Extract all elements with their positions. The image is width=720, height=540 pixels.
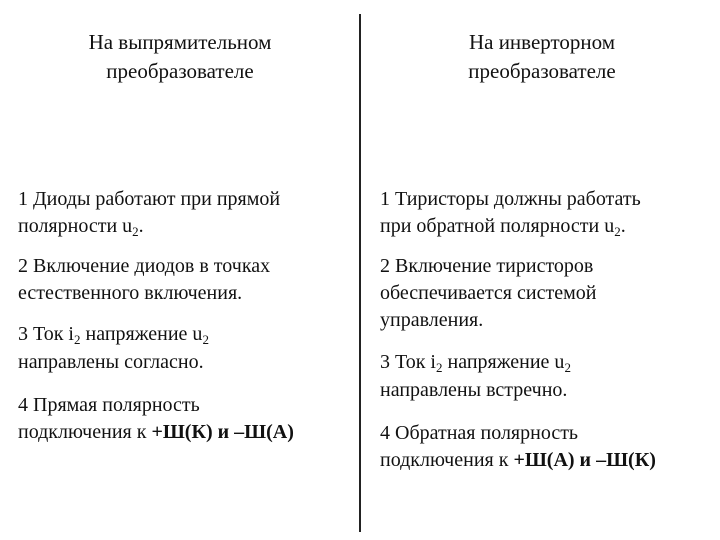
left-item-4-text: подключения к [18, 421, 152, 443]
right-column-heading [392, 28, 692, 86]
right-item-3-line-2: направлены встречно. [380, 379, 568, 401]
left-item-3-line-2: направлены согласно. [18, 351, 204, 373]
right-item-3-line-1 [380, 349, 571, 377]
right-item-3-subscript-2: 2 [564, 360, 571, 375]
left-item-2 [18, 253, 270, 307]
right-item-4 [380, 420, 656, 474]
left-item-3-subscript-1: 2 [74, 332, 81, 347]
right-item-1-subscript: 2 [614, 224, 621, 239]
left-item-3-line-1 [18, 321, 209, 349]
right-heading-line-2: преобразователе [468, 59, 616, 83]
right-item-4-line-1: 4 Обратная полярность [380, 422, 579, 444]
left-heading-line-1: На выпрямительном [88, 30, 272, 54]
left-item-3 [18, 321, 209, 376]
left-item-3-text-a: 3 Ток i [18, 323, 74, 345]
left-item-3-subscript-2: 2 [202, 332, 209, 347]
right-item-2-line-3: управления. [380, 309, 484, 331]
right-item-1-line-1: 1 Тиристоры должны работать [380, 188, 641, 210]
left-item-4-polarity: +Ш(К) и –Ш(А) [151, 421, 294, 443]
right-item-2-line-1: 2 Включение тиристоров [380, 255, 594, 277]
right-item-3 [380, 349, 571, 404]
left-item-1-line-1: 1 Диоды работают при прямой [18, 188, 281, 210]
right-heading-line-1: На инверторном [468, 30, 616, 54]
left-item-4-line-1: 4 Прямая полярность [18, 394, 200, 416]
left-item-1-line-2 [18, 213, 280, 241]
left-heading-line-2: преобразователе [106, 59, 254, 83]
right-item-1-period: . [620, 215, 626, 237]
left-item-3-text-b: напряжение u [80, 323, 203, 345]
left-item-2-line-2: естественного включения. [18, 282, 243, 304]
right-item-4-polarity: +Ш(А) и –Ш(К) [513, 449, 656, 471]
left-item-1-text: полярности u [18, 215, 133, 237]
left-item-4 [18, 392, 294, 446]
left-item-1-period: . [138, 215, 144, 237]
right-item-4-text: подключения к [380, 449, 514, 471]
right-item-1-text: при обратной полярности u [380, 215, 615, 237]
right-item-1 [380, 186, 641, 241]
right-item-3-text-b: напряжение u [442, 351, 565, 373]
left-item-1-subscript: 2 [132, 224, 139, 239]
left-column-heading [40, 28, 320, 86]
right-item-3-subscript-1: 2 [436, 360, 443, 375]
left-item-2-line-1: 2 Включение диодов в точках [18, 255, 271, 277]
right-item-1-line-2 [380, 213, 641, 241]
right-item-4-line-2 [380, 447, 656, 474]
column-divider [359, 14, 361, 532]
left-item-4-line-2 [18, 419, 294, 446]
right-item-2-line-2: обеспечивается системой [380, 282, 597, 304]
right-item-2 [380, 253, 596, 334]
left-item-1 [18, 186, 280, 241]
right-item-3-text-a: 3 Ток i [380, 351, 436, 373]
